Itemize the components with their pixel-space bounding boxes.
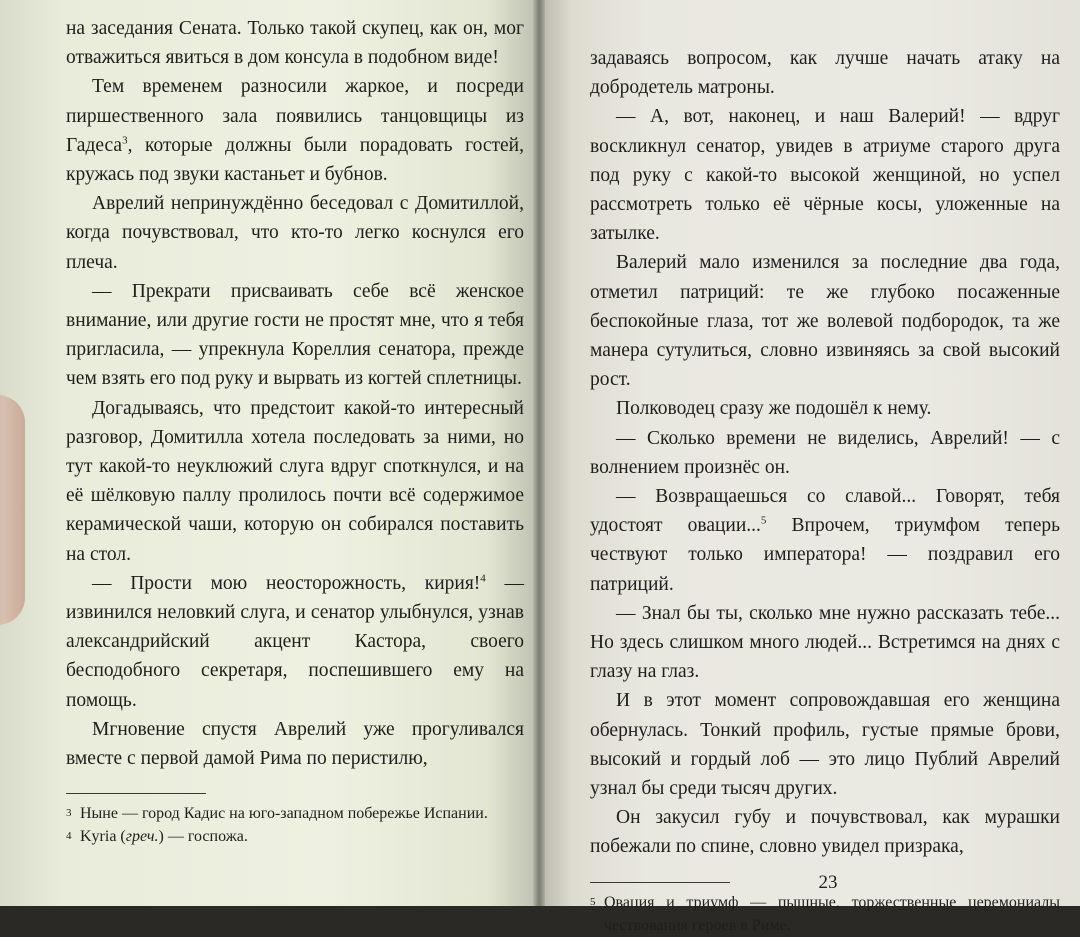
left-paragraph-4 [66, 277, 524, 394]
right-paragraph-8 [590, 686, 1060, 803]
text-run: — Сколько времени не виделись, Аврелий! — с волнением произнёс он. [590, 427, 1060, 478]
right-paragraph-6 [590, 482, 1060, 599]
text-run: задаваясь вопросом, как лучше начать атаку на добродетель матроны. [590, 48, 1060, 99]
text-run: , которые должны были порадовать гостей, кружась под звуки кастаньет и бубнов. [66, 134, 524, 186]
thumb-holding-book [0, 395, 25, 625]
text-run: — Знал бы ты, сколько мне нужно рассказать тебе... Но здесь слишком много людей... Встретимся на днях с глазу на глаз. [590, 602, 1060, 683]
text-run: Он закусил губу и почувствовал, как мурашки побежали по спине, словно увидел призрака, [590, 807, 1060, 858]
footnote-text: Овация и триумф — пышные, торжественные церемониалы чествования героев в Риме. [604, 893, 1060, 934]
footnote-5 [590, 891, 1060, 937]
footnote-text: Ныне — город Кадис на юго-западном побережье Испании. [80, 805, 488, 823]
text-run: Полководец сразу же подошёл к нему. [616, 398, 932, 420]
footnote-text: ) — госпожа. [158, 828, 248, 846]
left-paragraph-2 [66, 72, 524, 189]
text-run: Аврелий непринуждённо беседовал с Домитиллой, когда почувствовал, что кто-то легко коснулся его плеча. [66, 193, 524, 273]
text-run: — Возвращаешься со славой... Говорят, тебя удостоят овации... [590, 486, 1060, 537]
footnote-ref: 4 [480, 572, 486, 585]
footnote-mark: 4 [66, 830, 72, 843]
footnote-mark: 3 [66, 807, 72, 820]
right-paragraph-3 [590, 248, 1060, 394]
right-paragraph-4 [590, 394, 1060, 423]
text-run: — А, вот, наконец, и наш Валерий! — вдруг воскликнул сенатор, увидев в атриуме старого друга под руку с какой-то высокой женщиной, но успел рассмотреть только её чёрные косы, уложенные на затылке. [590, 106, 1060, 245]
page-number: 23 [818, 872, 838, 893]
footnote-ref: 3 [122, 134, 128, 147]
footnote-text: Kyria ( [80, 828, 126, 846]
footnote-4 [66, 825, 524, 848]
text-run: на заседания Сената. Только такой скупец, как он, мог отважиться явиться в дом консула в подобном виде! [66, 18, 524, 69]
footnote-italic: греч. [125, 828, 159, 846]
footnote-divider [590, 882, 730, 883]
left-body-text [66, 14, 524, 773]
text-run: Впрочем, триумфом теперь чествуют только императора! — поздравил его патриций. [590, 515, 1060, 595]
book-spine [533, 0, 545, 906]
left-paragraph-6 [66, 569, 524, 715]
text-run: Тем временем разносили жаркое, и посреди пиршественного зала появились танцовщицы из Гадеса [66, 76, 524, 156]
right-paragraph-9 [590, 803, 1060, 861]
right-body-text [590, 44, 1060, 862]
text-run: Валерий мало изменился за последние два года, отметил патриций: те же глубоко посаженные беспокойные глаза, тот же волевой подбородок, та же манера сутулиться, словно извиняясь за свой высокий рост. [590, 252, 1060, 391]
text-run: Мгновение спустя Аврелий уже прогуливался вместе с первой дамой Рима по перистилю, [66, 718, 524, 770]
left-paragraph-3 [66, 189, 524, 277]
left-paragraph-5 [66, 394, 524, 569]
left-paragraph-7 [66, 715, 524, 773]
left-page [0, 0, 540, 906]
footnote-ref: 5 [760, 514, 767, 527]
text-run: — извинился неловкий слуга, и сенатор улыбнулся, узнав александрийский акцент Кастора, своего бесподобного секретаря, поспешившего ему на помощь. [66, 572, 524, 711]
right-paragraph-7 [590, 599, 1060, 687]
right-page [540, 0, 1080, 934]
footnote-mark: 5 [590, 895, 596, 908]
text-run: — Прекрати присваивать себе всё женское внимание, или другие гости не простят мне, что я тебя пригласила, — упрекнула Кореллия сенатора, прежде чем взять его под руку и вырвать из когтей сплетницы. [66, 280, 524, 390]
right-paragraph-2 [590, 102, 1060, 248]
footnote-3 [66, 802, 524, 825]
text-run: Догадываясь, что предстоит какой-то интересный разговор, Домитилла хотела последовать за ними, но тут какой-то неуклюжий слуга вдруг споткнулся, и на её шёлковую паллу пролилось почти всё содержимое керамической чаши, которую он собирался поставить на стол. [66, 397, 524, 565]
left-paragraph-1 [66, 14, 524, 72]
footnote-divider [66, 793, 206, 794]
right-paragraph-1 [590, 44, 1060, 102]
right-paragraph-5 [590, 424, 1060, 482]
text-run: — Прости мою неосторожность, кирия! [92, 572, 481, 594]
text-run: И в этот момент сопровождавшая его женщина обернулась. Тонкий профиль, густые прямые брови, высокий и гордый лоб — это лицо Публий Аврелий узнал бы среди тысяч других. [590, 690, 1060, 800]
